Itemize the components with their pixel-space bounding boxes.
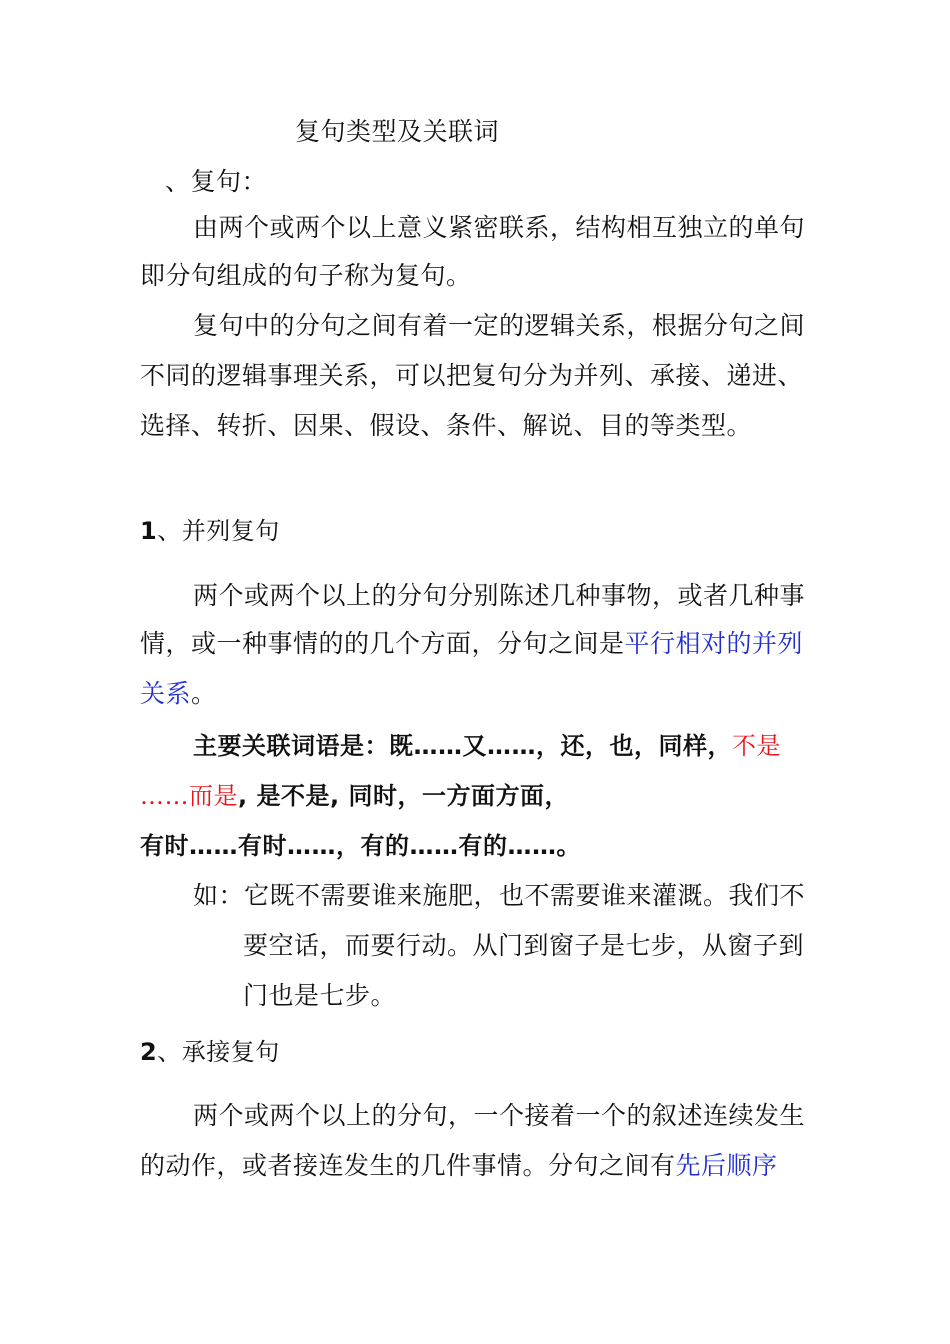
section-2-title: 、承接复句	[157, 1038, 280, 1066]
document-title: 复句类型及关联词	[295, 117, 500, 146]
section-2-number: 2	[140, 1038, 158, 1066]
section-1-heading	[140, 515, 280, 547]
section-1-keywords-line-1	[193, 730, 781, 762]
section-1-desc-line-2-text: 情，或一种事情的的几个方面，分句之间是	[140, 629, 625, 658]
section-1-keywords-line-2	[140, 780, 569, 812]
section-1-keywords-red-1: 不是	[732, 732, 781, 760]
section-2-desc-line-2	[140, 1150, 778, 1182]
section-2-heading	[140, 1036, 280, 1068]
section-2-desc-highlight: 先后顺序	[675, 1151, 778, 1180]
section-1-desc-line-3	[140, 678, 217, 710]
intro-paragraph-2-line-1: 复句中的分句之间有着一定的逻辑关系，根据分句之间	[193, 311, 806, 340]
section-1-keywords-line-2-text: , 是不是, 同时，一方面方面，	[238, 782, 569, 810]
section-2-desc-line-1: 两个或两个以上的分句，一个接着一个的叙述连续发生	[193, 1101, 806, 1130]
section-1-desc-line-1: 两个或两个以上的分句分别陈述几种事物，或者几种事	[193, 581, 806, 610]
intro-paragraph-1-line-1: 由两个或两个以上意义紧密联系，结构相互独立的单句	[193, 213, 806, 242]
section-1-example-line-1: 如：它既不需要谁来施肥，也不需要谁来灌溉。我们不	[193, 881, 806, 910]
intro-paragraph-1-line-2: 即分句组成的句子称为复句。	[140, 261, 472, 290]
section-2-desc-line-2-text: 的动作，或者接连发生的几件事情。分句之间有	[140, 1151, 676, 1180]
section-1-keywords-line-1-text: 主要关联词语是：既……又……，还，也，同样，	[193, 732, 732, 760]
section-1-example-line-3: 门也是七步。	[243, 981, 397, 1010]
section-1-desc-line-2	[140, 628, 803, 660]
section-1-keywords-line-3: 有时……有时……，有的……有的……。	[140, 832, 581, 860]
section-1-number: 1	[140, 517, 158, 545]
intro-paragraph-2-line-3: 选择、转折、因果、假设、条件、解说、目的等类型。	[140, 411, 753, 440]
section-label: 、复句：	[165, 167, 268, 196]
section-1-title: 、并列复句	[157, 517, 280, 545]
section-1-desc-highlight: 平行相对的并列	[624, 629, 804, 658]
section-1-desc-period: 。	[191, 679, 217, 708]
section-1-desc-highlight-end: 关系	[140, 679, 192, 708]
section-1-keywords-red-2: ……而是	[140, 782, 238, 810]
intro-paragraph-2-line-2: 不同的逻辑事理关系，可以把复句分为并列、承接、递进、	[140, 361, 804, 390]
section-1-example-line-2: 要空话，而要行动。从门到窗子是七步，从窗子到	[243, 931, 805, 960]
